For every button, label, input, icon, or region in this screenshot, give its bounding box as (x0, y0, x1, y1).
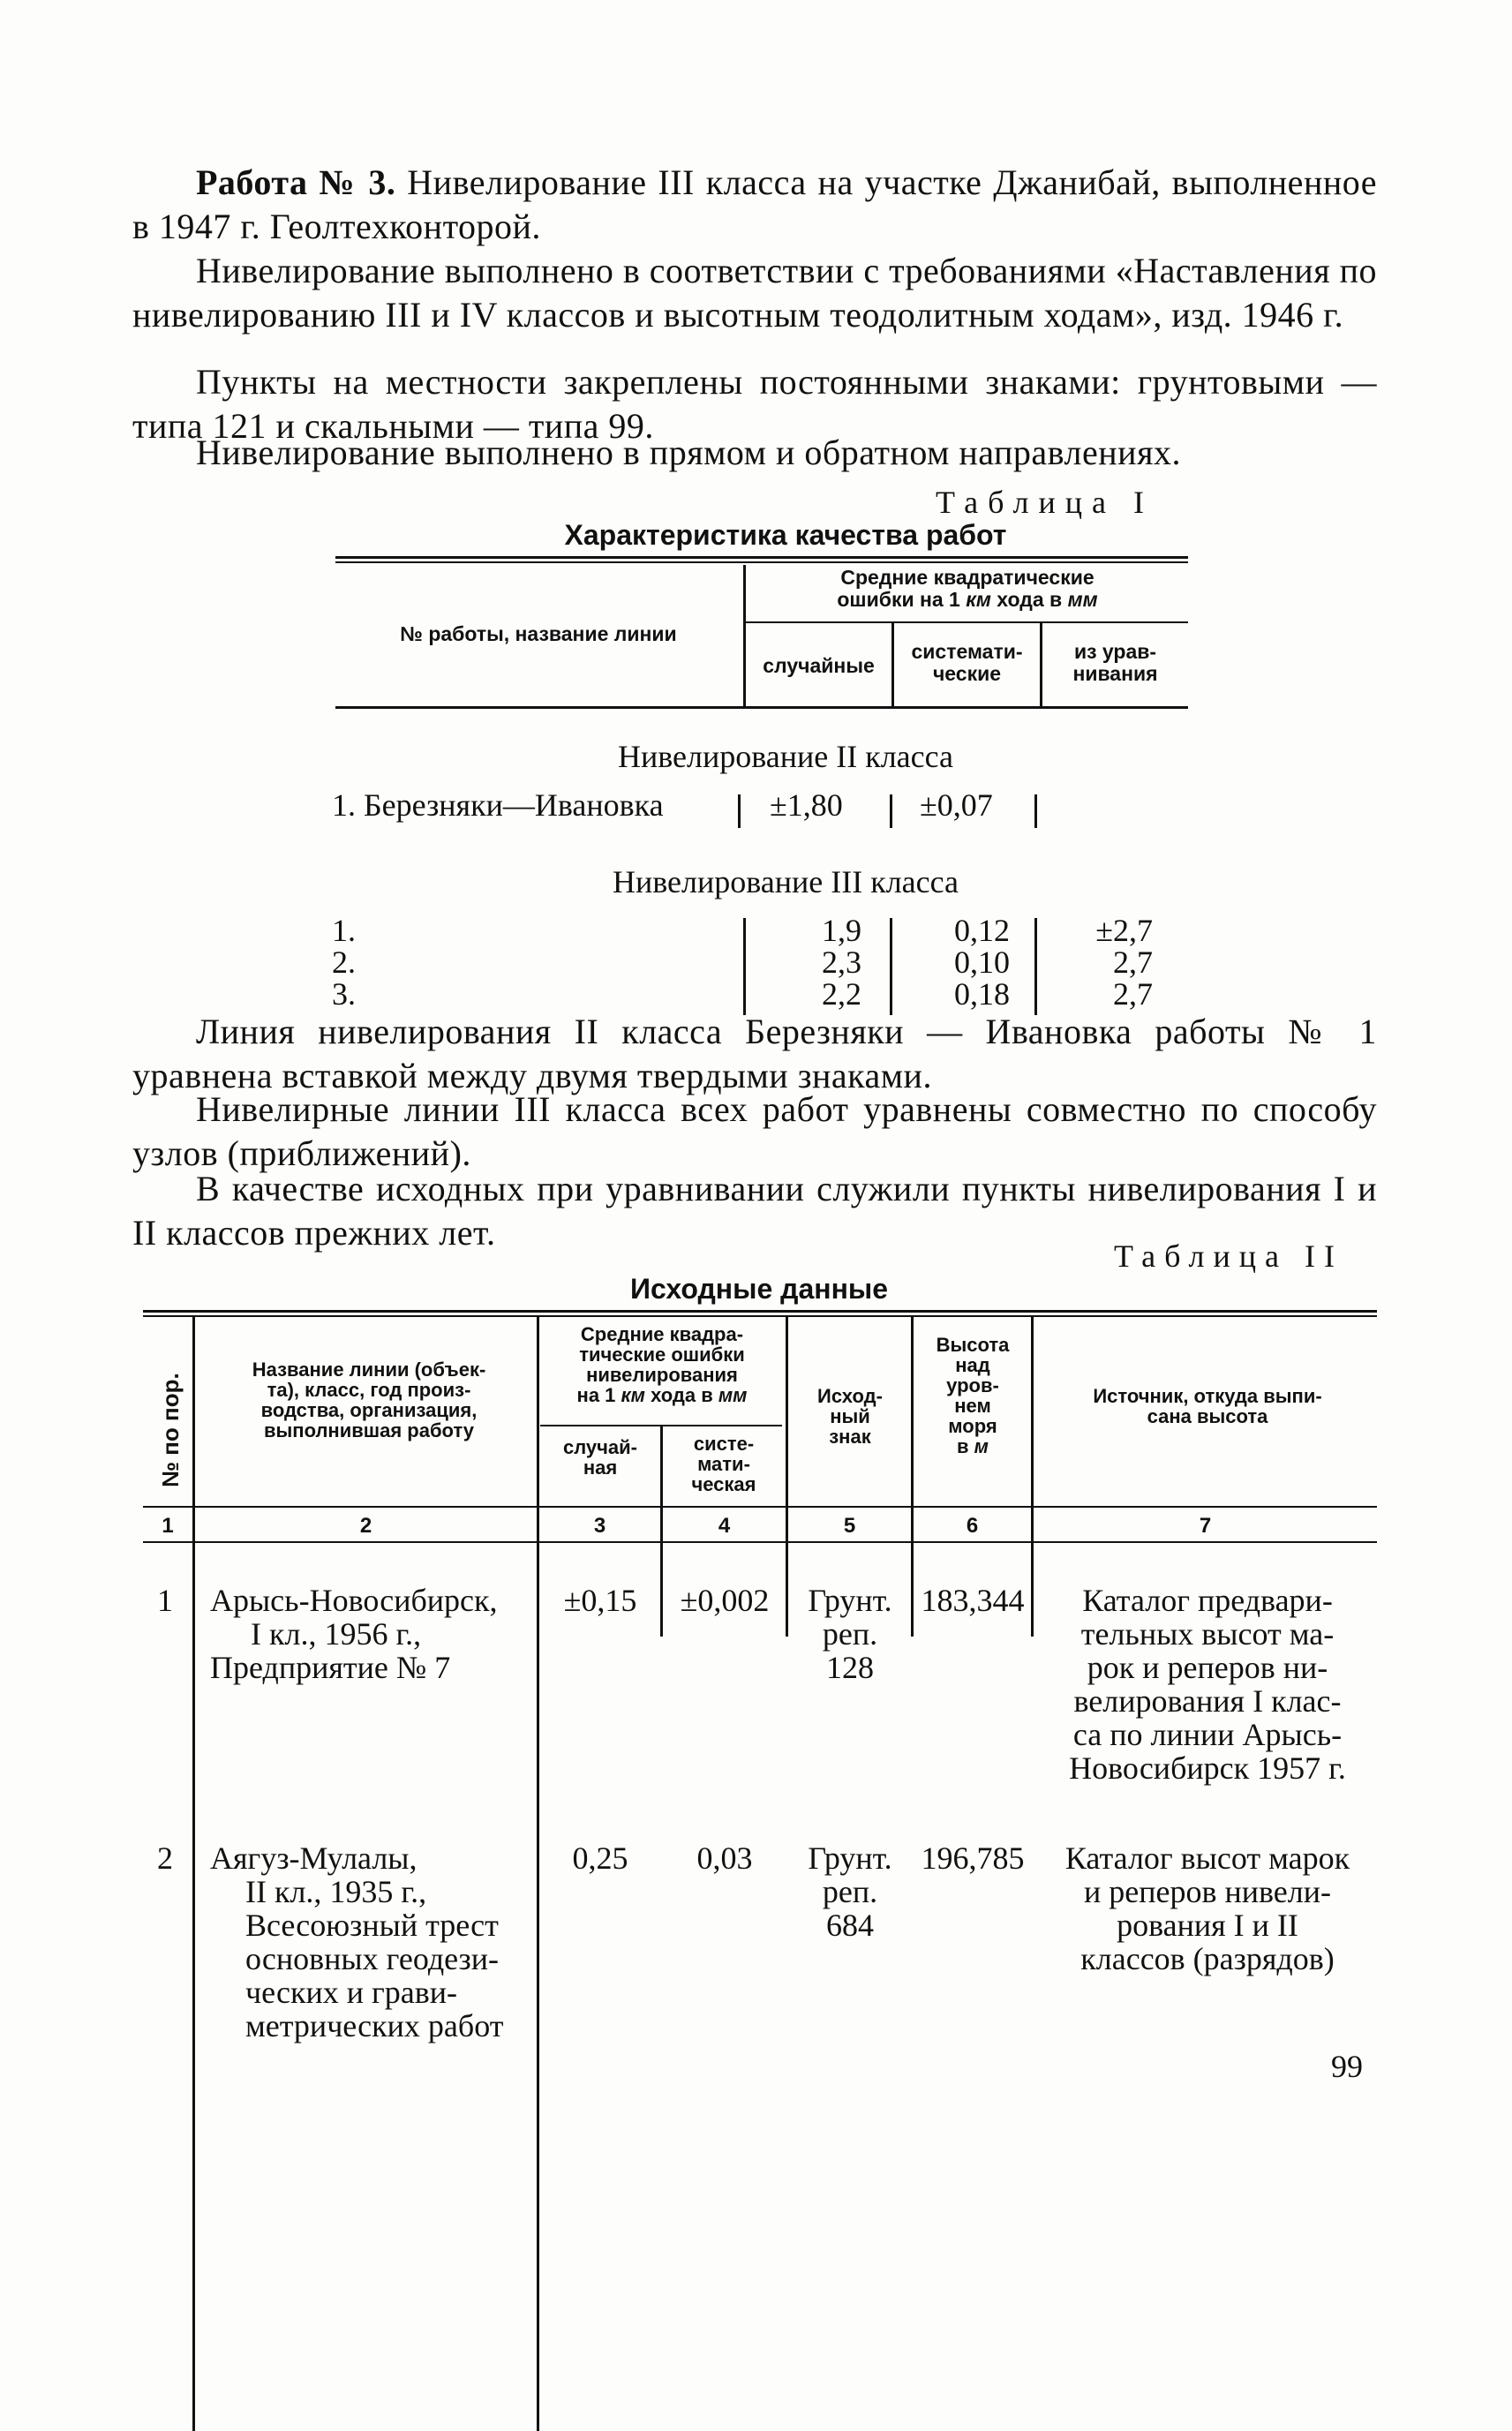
table2-colnum-7: 7 (1199, 1514, 1212, 1538)
table1-row-iii-2-adjust: 2,7 (1113, 945, 1153, 980)
table2-col4-header-1: систе- (693, 1433, 755, 1455)
paragraph-directions (132, 431, 1377, 475)
table2-row1-source-6: Новосибирск 1957 г. (1069, 1750, 1346, 1786)
table2-row1-no: 1 (157, 1583, 173, 1618)
table2-top-rule-2 (143, 1315, 1377, 1317)
table1-group-unit1: км (966, 588, 991, 611)
table2-col6-header-1: Высота (936, 1334, 1010, 1356)
table1-label: Таблица I (936, 485, 1154, 520)
table2-header-rule (143, 1506, 1377, 1508)
table2-col2-header-2: та), класс, год произ- (267, 1379, 471, 1401)
table2-group-header-4 (540, 1385, 784, 1405)
table1-iii-divider-3 (1034, 918, 1037, 1015)
table1-col-adjust-1: из урав- (1073, 640, 1157, 663)
paragraph-line-iii-text: Нивелирные линии III класса всех работ уравнены совместно по способу узлов (приближений). (132, 1089, 1377, 1173)
table2-row1-source-1: Каталог предвари- (1082, 1583, 1333, 1618)
table1-col-adjust (1042, 641, 1188, 685)
table1-row-iii-1-adjust: ±2,7 (1095, 913, 1153, 948)
table1-col-system-2: ческие (932, 662, 1002, 685)
table2-row2-mark-2: реп. (822, 1874, 878, 1909)
table2-row2-name-3: Всесоюзный трест (245, 1908, 499, 1943)
paragraph-standards-text: Нивелирование выполнено в соответствии с требованиями «Наставления по нивелированию III и IV классов и высотным теодолитным ходам», изд. 1946 г. (132, 251, 1377, 335)
table2-row2-name-5: ческих и грави- (245, 1975, 457, 2010)
table2-row1-source-3: рок и реперов ни- (1087, 1650, 1328, 1685)
table2-top-rule (143, 1310, 1377, 1313)
table1-iii-divider-1 (743, 918, 746, 1015)
table1-group-rule (743, 621, 1188, 623)
table2-caption: Исходные данные (629, 1273, 889, 1305)
table2-row1-system: ±0,002 (680, 1583, 770, 1618)
table2-colnum-3: 3 (593, 1514, 606, 1538)
table2-col7-header-1: Источник, откуда выпи- (1093, 1385, 1322, 1407)
table2-group-header-1: Средние квадра- (580, 1323, 744, 1345)
table1-group-line2a: ошибки на 1 (837, 588, 967, 611)
table2-group-header-2: тические ошибки (579, 1343, 745, 1366)
table2-col2-header-3: водства, организация, (260, 1399, 478, 1421)
table2-row2-no: 2 (157, 1840, 173, 1876)
table2-group-unit2: мм (718, 1384, 748, 1406)
table2-col3-header-2: ная (583, 1456, 618, 1479)
table1-row-iii-3-random: 2,2 (822, 976, 861, 1012)
table1-section-iii: Нивелирование III класса (612, 864, 959, 899)
table1-row-iii-2-name: 2. (332, 945, 356, 980)
table2-row1-mark (789, 1584, 911, 1684)
paragraph-line-ii-text: Линия нивелирования II класса Березняки — Ивановка работы № 1 уравнена вставкой между двумя твердыми знаками. (132, 1012, 1377, 1095)
table2-colnum-6: 6 (966, 1514, 979, 1538)
table2-col4-header-3: ческая (691, 1473, 756, 1495)
paragraph-directions-text: Нивелирование выполнено в прямом и обратном направлениях. (196, 433, 1181, 472)
table2-row1-name-2: I кл., 1956 г., (251, 1616, 422, 1652)
table2-row1-source (1038, 1584, 1377, 1785)
table2-row2-source-4: классов (разрядов) (1080, 1941, 1335, 1976)
table2-col3-header-1: случай- (562, 1436, 637, 1458)
table2-col1-header: № по пор. (157, 1373, 184, 1487)
table1-row-iii-1-name: 1. (332, 913, 356, 948)
table2-col6-header-2: над (955, 1354, 990, 1376)
work-lead: Работа № 3. (196, 162, 396, 202)
table2-row2-name-6: метрических работ (245, 2008, 504, 2043)
table2-group-header-3: нивелирования (586, 1364, 738, 1386)
table2-row1-mark-2: реп. (822, 1616, 878, 1652)
table2-col6-6a: в (957, 1435, 974, 1457)
table2-row1-height: 183,344 (921, 1583, 1025, 1618)
table1-divider-name (743, 565, 746, 706)
table2-vline-5 (911, 1317, 914, 1637)
table2-group-header (540, 1324, 784, 1405)
paragraph-line-ii (132, 1010, 1377, 1098)
table1-row-iii-3-system: 0,18 (954, 976, 1010, 1012)
table2-row1-mark-1: Грунт. (808, 1583, 892, 1618)
table2-col3-header (540, 1437, 660, 1478)
table1-group-line2 (747, 589, 1188, 611)
table2-numbers-rule (143, 1541, 1377, 1543)
table2-vline-1 (192, 1317, 195, 2431)
table2-col6-header-5: моря (948, 1415, 997, 1437)
table2-col6-header-6 (914, 1436, 1031, 1456)
table2-row2-system: 0,03 (696, 1840, 753, 1876)
table1-row-iii-1-random: 1,9 (822, 913, 861, 948)
table2-row1-random: ±0,15 (563, 1583, 637, 1618)
table1-row-ii-system: ±0,07 (920, 787, 993, 823)
table1-col-random: случайные (763, 654, 875, 677)
table2-col4-header-2: мати- (697, 1453, 750, 1475)
table1-col-group (747, 567, 1188, 611)
table2-row2-mark-1: Грунт. (808, 1840, 892, 1876)
table2-col4-header (664, 1434, 784, 1494)
table1-row-ii-bar-2 (890, 794, 892, 828)
table1-row-iii-3-adjust: 2,7 (1113, 976, 1153, 1012)
table2-col7-header-2: сана высота (1147, 1405, 1268, 1427)
table2-group-4b: хода в (644, 1384, 718, 1406)
table2-row2-name (210, 1841, 503, 2043)
paragraph-standards (132, 249, 1377, 337)
paragraph-line-iii (132, 1088, 1377, 1176)
table2-row1-source-4: велирования I клас- (1073, 1683, 1342, 1719)
table2-vline-6 (1031, 1317, 1034, 1637)
table2-row2-random: 0,25 (572, 1840, 628, 1876)
table1-col-system (894, 641, 1040, 685)
table2-row1-source-2: тельных высот ма- (1080, 1616, 1335, 1652)
table2-row1-name (210, 1584, 498, 1684)
table2-row2-source-1: Каталог высот марок (1064, 1840, 1350, 1876)
table1-group-line2b: хода в (990, 588, 1068, 611)
table1-section-ii: Нивелирование II класса (617, 739, 954, 774)
table1-row-iii-2-system: 0,10 (954, 945, 1010, 980)
table2-colnum-2: 2 (359, 1514, 372, 1538)
table2-row2-height: 196,785 (921, 1840, 1025, 1876)
table2-group-4a: на 1 (576, 1384, 621, 1406)
table1-top-rule-2 (335, 561, 1188, 563)
table2-col2-header-4: выполнившая работу (263, 1419, 475, 1441)
paragraph-work-3 (132, 161, 1377, 249)
table2-row2-mark (789, 1841, 911, 1942)
paragraph-marks-text: Пункты на местности закреплены постоянными знаками: грунтовыми — типа 121 и скальными — типа 99. (132, 362, 1377, 446)
table1-row-ii-name: 1. Березняки—Ивановка (332, 787, 664, 823)
table2-vline-2 (537, 1317, 539, 2431)
table1-col-name: № работы, название линии (400, 622, 677, 645)
table2-col6-unit: м (974, 1435, 989, 1457)
table2-col5-header-1: Исход- (817, 1385, 883, 1407)
table2-col6-header (914, 1335, 1031, 1456)
table2-row2-name-4: основных геодези- (245, 1941, 500, 1976)
table2-row2-source-3: рования I и II (1117, 1908, 1298, 1943)
table2-col5-header-2: ный (830, 1405, 870, 1427)
table1-row-ii-random: ±1,80 (770, 787, 843, 823)
table1-col-system-1: системати- (911, 640, 1023, 663)
work-text: Нивелирование III класса на участке Джанибай, выполненное в 1947 г. Геолтехконторой. (132, 162, 1377, 246)
table2-col5-header (789, 1386, 911, 1447)
table1-row-iii-2-random: 2,3 (822, 945, 861, 980)
page-number: 99 (1331, 2049, 1363, 2084)
table1-row-ii-bar-3 (1034, 794, 1037, 828)
table2-row1-mark-3: 128 (826, 1650, 874, 1685)
table2-col2-header (203, 1359, 535, 1441)
table2-label: Таблица II (1114, 1238, 1343, 1274)
table2-colnum-1: 1 (162, 1514, 174, 1538)
table2-group-unit1: км (621, 1384, 645, 1406)
table2-col5-header-3: знак (829, 1426, 871, 1448)
table1-col-adjust-2: нивания (1072, 662, 1158, 685)
table1-top-rule (335, 556, 1188, 559)
table2-col6-header-3: уров- (946, 1374, 999, 1396)
table2-row2-mark-3: 684 (826, 1908, 874, 1943)
table2-vline-4 (786, 1317, 788, 1637)
table1-row-iii-3-name: 3. (332, 976, 356, 1012)
table2-col6-header-4: нем (954, 1395, 991, 1417)
table2-row2-source (1038, 1841, 1377, 1976)
table2-row2-source-2: и реперов нивели- (1083, 1874, 1331, 1909)
table1-group-unit2: мм (1067, 588, 1098, 611)
paragraph-initial-text: В качестве исходных при уравнивании служили пункты нивелирования I и II классов прежних лет. (132, 1169, 1377, 1253)
table2-row2-name-2: II кл., 1935 г., (245, 1874, 427, 1909)
table1-row-ii-bar-1 (738, 794, 741, 828)
table2-colnum-4: 4 (718, 1514, 731, 1538)
table2-colnum-5: 5 (843, 1514, 856, 1538)
table2-row1-name-1: Арысь-Новосибирск, (210, 1583, 498, 1618)
table2-col2-header-1: Название линии (объек- (252, 1358, 486, 1381)
table1-row-iii-1-system: 0,12 (954, 913, 1010, 948)
table1-header-bottom-rule (335, 706, 1188, 709)
table2-row1-name-3: Предприятие № 7 (210, 1650, 451, 1685)
table2-col7-header (1038, 1386, 1377, 1426)
table1-iii-divider-2 (890, 918, 892, 1015)
table1-caption: Характеристика качества работ (564, 519, 1007, 551)
table1-group-line1: Средние квадратические (840, 566, 1095, 589)
table2-row1-source-5: са по линии Арысь- (1072, 1717, 1343, 1752)
table2-row2-name-1: Аягуз-Мулалы, (210, 1840, 417, 1876)
